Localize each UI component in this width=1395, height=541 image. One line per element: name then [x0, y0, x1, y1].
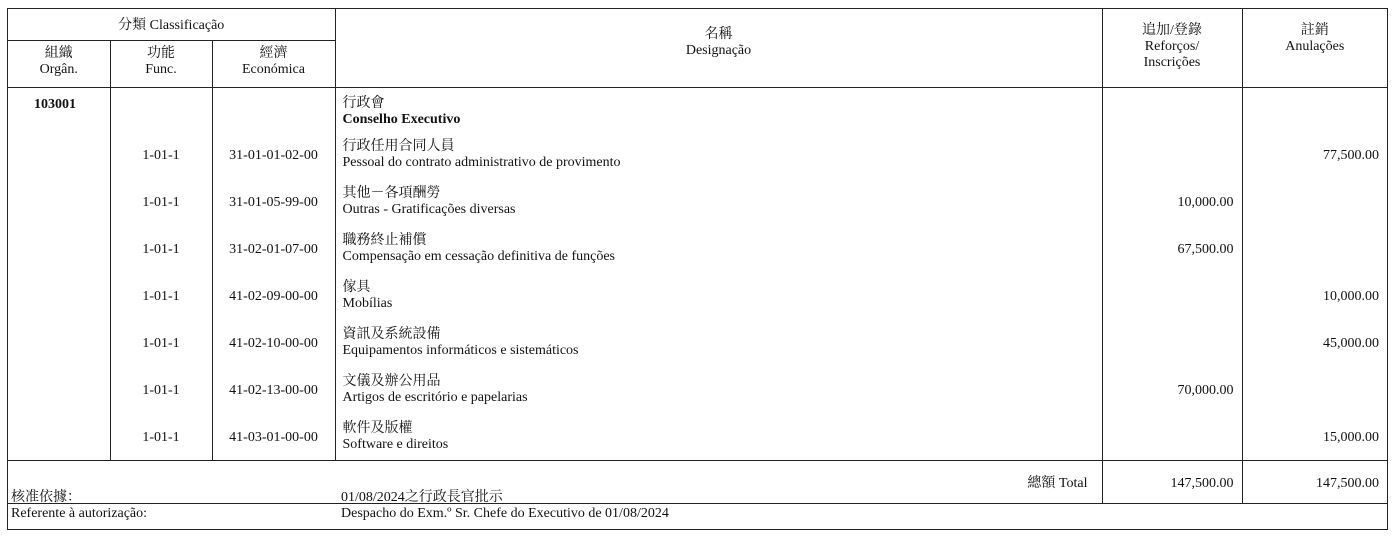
organ-header	[8, 41, 110, 88]
annul-amount	[1242, 178, 1387, 225]
total-annul: 147,500.00	[1242, 460, 1387, 503]
func-code: 1-01-1	[110, 366, 212, 413]
designation-pt: Pessoal do contrato administrativo de provimento	[342, 155, 621, 170]
designation-pt: Software e direitos	[342, 437, 449, 452]
func-code: 1-01-1	[110, 131, 212, 178]
designation-pt: Equipamentos informáticos e sistemáticos	[342, 343, 579, 358]
designation-zh: 行政任用合同人員	[342, 139, 455, 154]
reinforce-amount	[1102, 131, 1242, 178]
designation	[335, 413, 1102, 461]
reinforce-amount: 10,000.00	[1102, 178, 1242, 225]
table-row	[8, 225, 1387, 272]
table-row	[8, 319, 1387, 366]
table-row	[8, 272, 1387, 319]
designation-header-pt: Designação	[685, 43, 752, 58]
designation	[335, 178, 1102, 225]
authorization-label-pt: Referente à autorização:	[11, 506, 148, 521]
table-row	[8, 178, 1387, 225]
designation-zh: 資訊及系統設備	[342, 327, 441, 342]
econ-code: 41-02-13-00-00	[212, 366, 335, 413]
annul-amount: 15,000.00	[1242, 413, 1387, 461]
organ-header-zh: 組織	[44, 46, 73, 61]
authorization-text-zh: 01/08/2024之行政長官批示	[341, 490, 503, 505]
designation	[335, 319, 1102, 366]
reinforce-header-pt1: Reforços/	[1144, 39, 1200, 54]
reinforce-amount: 70,000.00	[1102, 366, 1242, 413]
annul-header	[1242, 9, 1387, 88]
designation-zh: 文儀及辦公用品	[342, 374, 441, 389]
designation	[335, 225, 1102, 272]
reinforce-amount: 67,500.00	[1102, 225, 1242, 272]
func-code: 1-01-1	[110, 225, 212, 272]
designation-zh: 其他－各項酬勞	[342, 186, 441, 201]
func-code: 1-01-1	[110, 178, 212, 225]
entity-name	[335, 88, 1102, 131]
econ-code: 31-01-05-99-00	[212, 178, 335, 225]
econ-header	[212, 41, 335, 88]
authorization-label	[11, 490, 147, 522]
designation	[335, 366, 1102, 413]
authorization-label-zh: 核准依據：	[11, 490, 81, 505]
designation-pt: Mobílias	[342, 296, 393, 311]
budget-document	[7, 8, 1388, 530]
designation-pt: Compensação em cessação definitiva de funções	[342, 249, 616, 264]
reinforce-amount	[1102, 413, 1242, 461]
authorization-text	[341, 490, 669, 522]
organ-header-pt: Orgân.	[39, 62, 78, 77]
designation-pt: Outras - Gratificações diversas	[342, 202, 516, 217]
designation-header	[335, 9, 1102, 88]
designation-zh: 傢具	[342, 280, 371, 295]
annul-amount	[1242, 225, 1387, 272]
total-label: 總額 Total	[8, 460, 1102, 503]
econ-code: 41-02-10-00-00	[212, 319, 335, 366]
designation-zh: 職務終止補償	[342, 233, 427, 248]
table-row	[8, 366, 1387, 413]
budget-table	[8, 9, 1387, 504]
func-code: 1-01-1	[110, 413, 212, 461]
reinforce-header-zh: 追加/登錄	[1142, 23, 1202, 38]
authorization-section	[8, 485, 1387, 529]
func-header-zh: 功能	[147, 46, 175, 61]
entity-name-pt: Conselho Executivo	[342, 112, 461, 127]
annul-header-zh: 註銷	[1300, 23, 1329, 38]
econ-code: 31-01-01-02-00	[212, 131, 335, 178]
annul-amount: 45,000.00	[1242, 319, 1387, 366]
reinforce-header-pt2: Inscrições	[1143, 55, 1201, 70]
func-code: 1-01-1	[110, 272, 212, 319]
entity-code: 103001	[34, 97, 76, 112]
func-code: 1-01-1	[110, 319, 212, 366]
annul-header-pt: Anulações	[1285, 39, 1345, 54]
designation-pt: Artigos de escritório e papelarias	[342, 390, 528, 405]
annul-amount	[1242, 366, 1387, 413]
reinforce-amount	[1102, 319, 1242, 366]
econ-code: 41-03-01-00-00	[212, 413, 335, 461]
designation	[335, 272, 1102, 319]
designation-zh: 軟件及版權	[342, 421, 413, 436]
classification-header: 分類 Classificação	[8, 9, 335, 41]
total-reinforce: 147,500.00	[1102, 460, 1242, 503]
reinforce-header	[1102, 9, 1242, 88]
header-row-top	[8, 9, 1387, 41]
func-header	[110, 41, 212, 88]
econ-header-zh: 經濟	[259, 46, 288, 61]
econ-header-pt: Económica	[242, 62, 305, 77]
annul-amount: 10,000.00	[1242, 272, 1387, 319]
entity-row	[8, 88, 1387, 131]
econ-code: 41-02-09-00-00	[212, 272, 335, 319]
reinforce-amount	[1102, 272, 1242, 319]
designation	[335, 131, 1102, 178]
annul-amount: 77,500.00	[1242, 131, 1387, 178]
func-header-pt: Func.	[145, 62, 177, 77]
table-row	[8, 413, 1387, 461]
designation-header-zh: 名稱	[704, 27, 733, 42]
authorization-text-pt: Despacho do Exm.º Sr. Chefe do Executivo de 01/08/2024	[341, 506, 669, 521]
entity-name-zh: 行政會	[342, 96, 385, 111]
table-row	[8, 131, 1387, 178]
econ-code: 31-02-01-07-00	[212, 225, 335, 272]
